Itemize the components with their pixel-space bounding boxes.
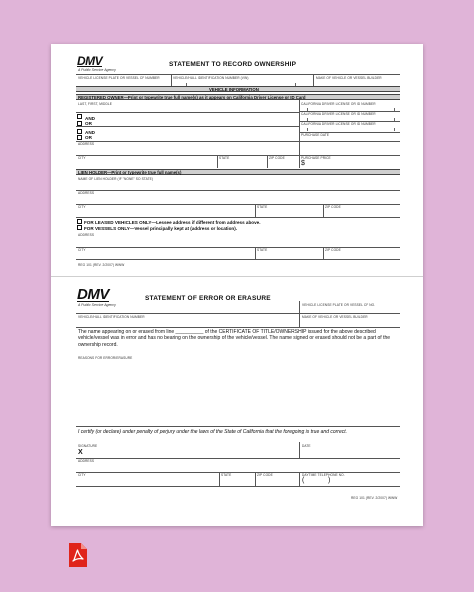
or-label-1: OR	[85, 121, 92, 126]
document-page	[51, 44, 423, 526]
leased-checkbox[interactable]	[77, 219, 82, 224]
label-address-4: ADDRESS	[78, 459, 95, 463]
phone-paren-close: )	[328, 477, 331, 484]
form-number-2: REG 101 (REV. 2/2007) WWW	[351, 496, 398, 500]
label-date: DATE	[302, 444, 311, 448]
and-or-checkbox-1[interactable]	[77, 114, 82, 119]
phone-paren-open: (	[302, 477, 305, 484]
dmv-tagline-2: A Public Service Agency	[78, 303, 116, 307]
label-signature: SIGNATURE	[78, 444, 98, 448]
label-make-2: MAKE OF VEHICLE OR VESSEL BUILDER	[302, 315, 368, 319]
or-label-2: OR	[85, 135, 92, 140]
and-or-checkbox-2[interactable]	[77, 121, 82, 126]
label-dl-1: CALIFORNIA DRIVER LICENSE OR ID NUMBER	[301, 102, 376, 106]
and-or-checkbox-3[interactable]	[77, 129, 82, 134]
label-address-1: ADDRESS	[78, 142, 95, 146]
label-plate: VEHICLE LICENSE PLATE OR VESSEL CF NUMBER	[78, 76, 160, 80]
label-zip-4: ZIP CODE	[257, 473, 273, 477]
label-address-2: ADDRESS	[78, 191, 95, 195]
and-or-checkbox-4[interactable]	[77, 135, 82, 140]
dmv-logo: DMV	[77, 54, 103, 68]
label-purchase-price: PURCHASE PRICE	[301, 156, 331, 160]
dollar-sign: $	[301, 160, 305, 167]
lien-holder-header: LIEN HOLDER—Print or typewrite true full name(s)	[78, 169, 182, 175]
label-state-4: STATE	[221, 473, 232, 477]
label-make: MAKE OF VEHICLE OR VESSEL BUILDER	[316, 76, 382, 80]
vessel-label: FOR VESSELS ONLY—Vessel principally kept at (address or location).	[84, 226, 237, 231]
label-city-1: CITY	[78, 156, 86, 160]
label-zip-2: ZIP CODE	[325, 205, 341, 209]
form-number-1: REG 101 (REV. 2/2007) WWW	[78, 263, 125, 267]
label-phone: DAYTIME TELEPHONE NO.	[302, 473, 345, 477]
form-title: STATEMENT TO RECORD OWNERSHIP	[169, 61, 297, 68]
label-plate-2: VEHICLE LICENSE PLATE OR VESSEL CF NO.	[302, 303, 376, 307]
label-lien-name: NAME OF LIEN HOLDER (IF "NONE" SO STATE)	[78, 177, 154, 181]
vessel-checkbox[interactable]	[77, 225, 82, 230]
label-reason: REASONS FOR ERROR/ERASURE	[78, 356, 133, 360]
certification-text: I certify (or declare) under penalty of perjury under the laws of the State of California that the foregoing is true and correct.	[78, 429, 348, 435]
label-zip-3: ZIP CODE	[325, 248, 341, 252]
label-dl-2: CALIFORNIA DRIVER LICENSE OR ID NUMBER	[301, 112, 376, 116]
dmv-logo-2: DMV	[77, 286, 109, 303]
label-city-2: CITY	[78, 205, 86, 209]
label-city-3: CITY	[78, 248, 86, 252]
label-state-3: STATE	[257, 248, 268, 252]
label-state-1: STATE	[219, 156, 230, 160]
label-zip-1: ZIP CODE	[269, 156, 285, 160]
dmv-tagline: A Public Service Agency	[78, 68, 116, 72]
label-address-3: ADDRESS	[78, 233, 95, 237]
label-purchase-date: PURCHASE DATE	[301, 133, 330, 137]
label-vin-2: VEHICLE/HULL IDENTIFICATION NUMBER	[78, 315, 145, 319]
signature-x: X	[78, 449, 83, 456]
pdf-file-icon[interactable]	[68, 542, 88, 568]
and-label-1: AND	[85, 116, 95, 121]
label-city-4: CITY	[78, 473, 86, 477]
perforation-line	[51, 276, 423, 277]
label-name: LAST, FIRST, MIDDLE	[78, 102, 112, 106]
vehicle-info-header: VEHICLE INFORMATION	[209, 86, 259, 92]
leased-label: FOR LEASED VEHICLES ONLY—Lessee address if different from address above.	[84, 220, 261, 225]
label-state-2: STATE	[257, 205, 268, 209]
error-statement: The name appearing on or erased from line __________ of the CERTIFICATE OF TITLE/OWNERSHIP issued for the above described vehicle/vessel was in error and has no bearing on the ownership of the vehicle/vessel. The name signed or erased should not be a part of the ownership record.	[78, 329, 391, 348]
label-dl-3: CALIFORNIA DRIVER LICENSE OR ID NUMBER	[301, 122, 376, 126]
registered-owner-header: REGISTERED OWNER—Print or typewrite true full name(s) as it appears on California Driver License or ID Card	[78, 94, 306, 100]
reason-textarea[interactable]	[76, 360, 400, 424]
form-title-2: STATEMENT OF ERROR OR ERASURE	[145, 295, 271, 302]
label-vin: VEHICLE/HULL IDENTIFICATION NUMBER (VIN)	[173, 76, 249, 80]
and-label-2: AND	[85, 130, 95, 135]
